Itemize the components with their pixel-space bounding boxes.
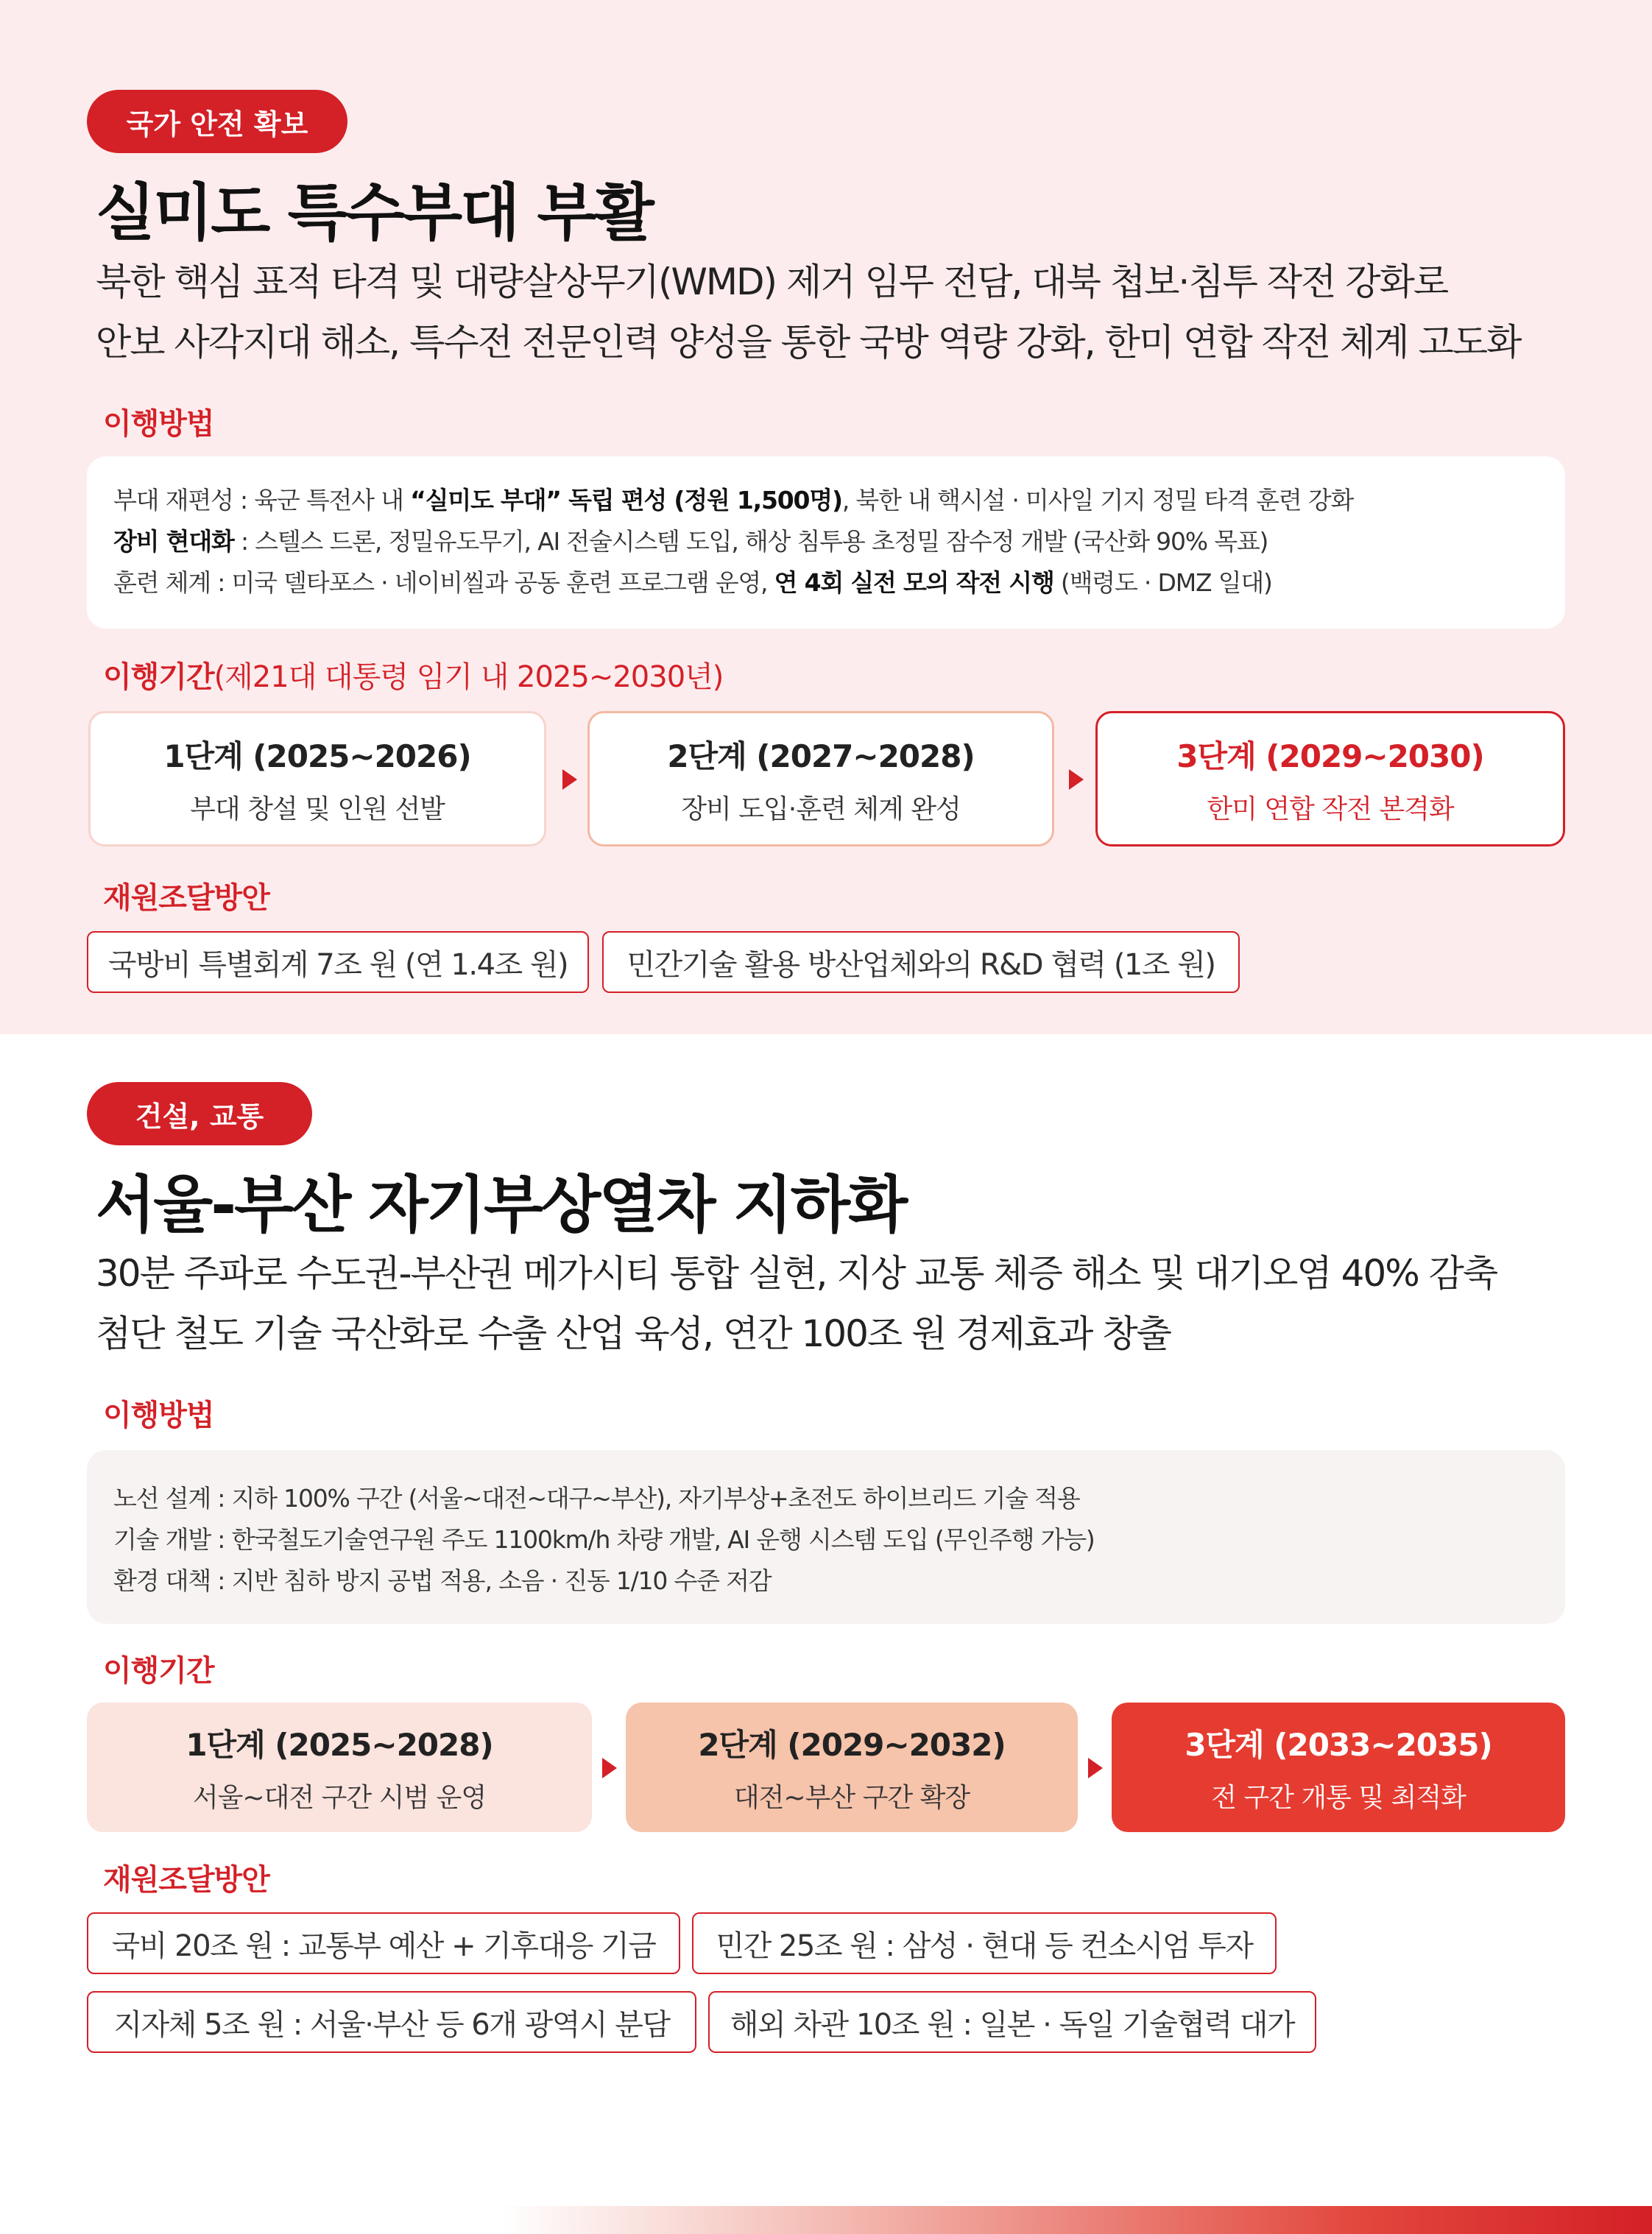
stage-2 [626,1703,1078,1832]
description-line: 30분 주파로 수도권-부산권 메가시티 통합 실현, 지상 교통 체증 해소 및 대기오염 40% 감축 [96,1252,1497,1295]
arrow-icon [1088,1758,1103,1778]
funding-heading: 재원조달방안 [103,881,269,915]
funding-item: 민간 25조 원 : 삼성 · 현대 등 컨소시엄 투자 [692,1912,1277,1974]
stage-description: 부대 창설 및 인원 선발 [190,793,445,824]
method-heading: 이행방법 [103,1399,214,1432]
stage-description: 서울~대전 구간 시범 운영 [192,1782,487,1813]
description-line: 북한 핵심 표적 타격 및 대량살상무기(WMD) 제거 임무 전담, 대북 첩보·침투 작전 강화로 [96,261,1448,303]
stage-3 [1095,711,1565,846]
category-tag: 건설, 교통 [87,1082,312,1145]
stage-title: 3단계 (2029~2030) [1176,738,1484,774]
period-heading: 이행기간(제21대 대통령 임기 내 2025~2030년) [103,660,724,694]
section-national-security [0,0,1652,1034]
stage-title: 1단계 (2025~2026) [163,738,471,774]
stage-title: 1단계 (2025~2028) [186,1726,493,1763]
stage-3 [1112,1703,1565,1832]
stage-title: 2단계 (2027~2028) [667,738,975,774]
policy-description [96,252,1520,372]
arrow-icon [1069,769,1084,790]
method-line: 환경 대책 : 지반 침하 방지 공법 적용, 소음 · 진동 1/10 수준 저감 [113,1566,772,1595]
stage-title: 3단계 (2033~2035) [1185,1726,1492,1763]
funding-item: 국비 20조 원 : 교통부 예산 + 기후대응 기금 [87,1912,680,1974]
funding-item: 국방비 특별회계 7조 원 (연 1.4조 원) [87,931,589,993]
method-box [87,456,1565,629]
method-line: 훈련 체계 : 미국 델타포스 · 네이비씰과 공동 훈련 프로그램 운영, 연 4회 실전 모의 작전 시행 (백령도 · DMZ 일대) [113,568,1272,597]
method-line: 노선 설계 : 지하 100% 구간 (서울~대전~대구~부산), 자기부상+초전도 하이브리드 기술 적용 [113,1484,1080,1513]
stage-1 [87,1703,592,1832]
stage-title: 2단계 (2029~2032) [698,1726,1006,1763]
stage-description: 한미 연합 작전 본격화 [1207,793,1454,824]
policy-title: 실미도 특수부대 부활 [96,177,652,249]
method-line: 기술 개발 : 한국철도기술연구원 주도 1100km/h 차량 개발, AI 운행 시스템 도입 (무인주행 가능) [113,1525,1095,1554]
funding-item: 민간기술 활용 방산업체와의 R&D 협력 (1조 원) [602,931,1240,993]
arrow-icon [562,769,577,790]
decorative-gradient-bar [501,2206,1652,2234]
category-tag: 국가 안전 확보 [87,90,347,153]
policy-title: 서울-부산 자기부상열차 지하화 [96,1169,906,1241]
period-heading: 이행기간 [103,1654,214,1688]
funding-item: 해외 차관 10조 원 : 일본 · 독일 기술협력 대가 [708,1991,1316,2053]
method-box [87,1450,1565,1624]
policy-description [96,1243,1497,1364]
method-line: 부대 재편성 : 육군 특전사 내 “실미도 부대” 독립 편성 (정원 1,500명), 북한 내 핵시설 · 미사일 기지 정밀 타격 훈련 강화 [113,486,1354,515]
funding-item: 지자체 5조 원 : 서울·부산 등 6개 광역시 분담 [87,1991,696,2053]
stage-2 [587,711,1054,846]
stage-description: 장비 도입·훈련 체계 완성 [681,793,961,824]
section-construction-transport [0,1034,1652,2234]
stage-1 [88,711,546,846]
stage-description: 대전~부산 구간 확장 [733,1782,970,1813]
method-heading: 이행방법 [103,407,214,441]
method-line: 장비 현대화 : 스텔스 드론, 정밀유도무기, AI 전술시스템 도입, 해상 침투용 초정밀 잠수정 개발 (국산화 90% 목표) [113,527,1268,556]
description-line: 안보 사각지대 해소, 특수전 전문인력 양성을 통한 국방 역량 강화, 한미 연합 작전 체계 고도화 [96,321,1521,364]
funding-heading: 재원조달방안 [103,1863,269,1897]
stage-description: 전 구간 개통 및 최적화 [1211,1782,1466,1813]
description-line: 첨단 철도 기술 국산화로 수출 산업 육성, 연간 100조 원 경제효과 창출 [96,1312,1171,1355]
arrow-icon [602,1758,617,1778]
